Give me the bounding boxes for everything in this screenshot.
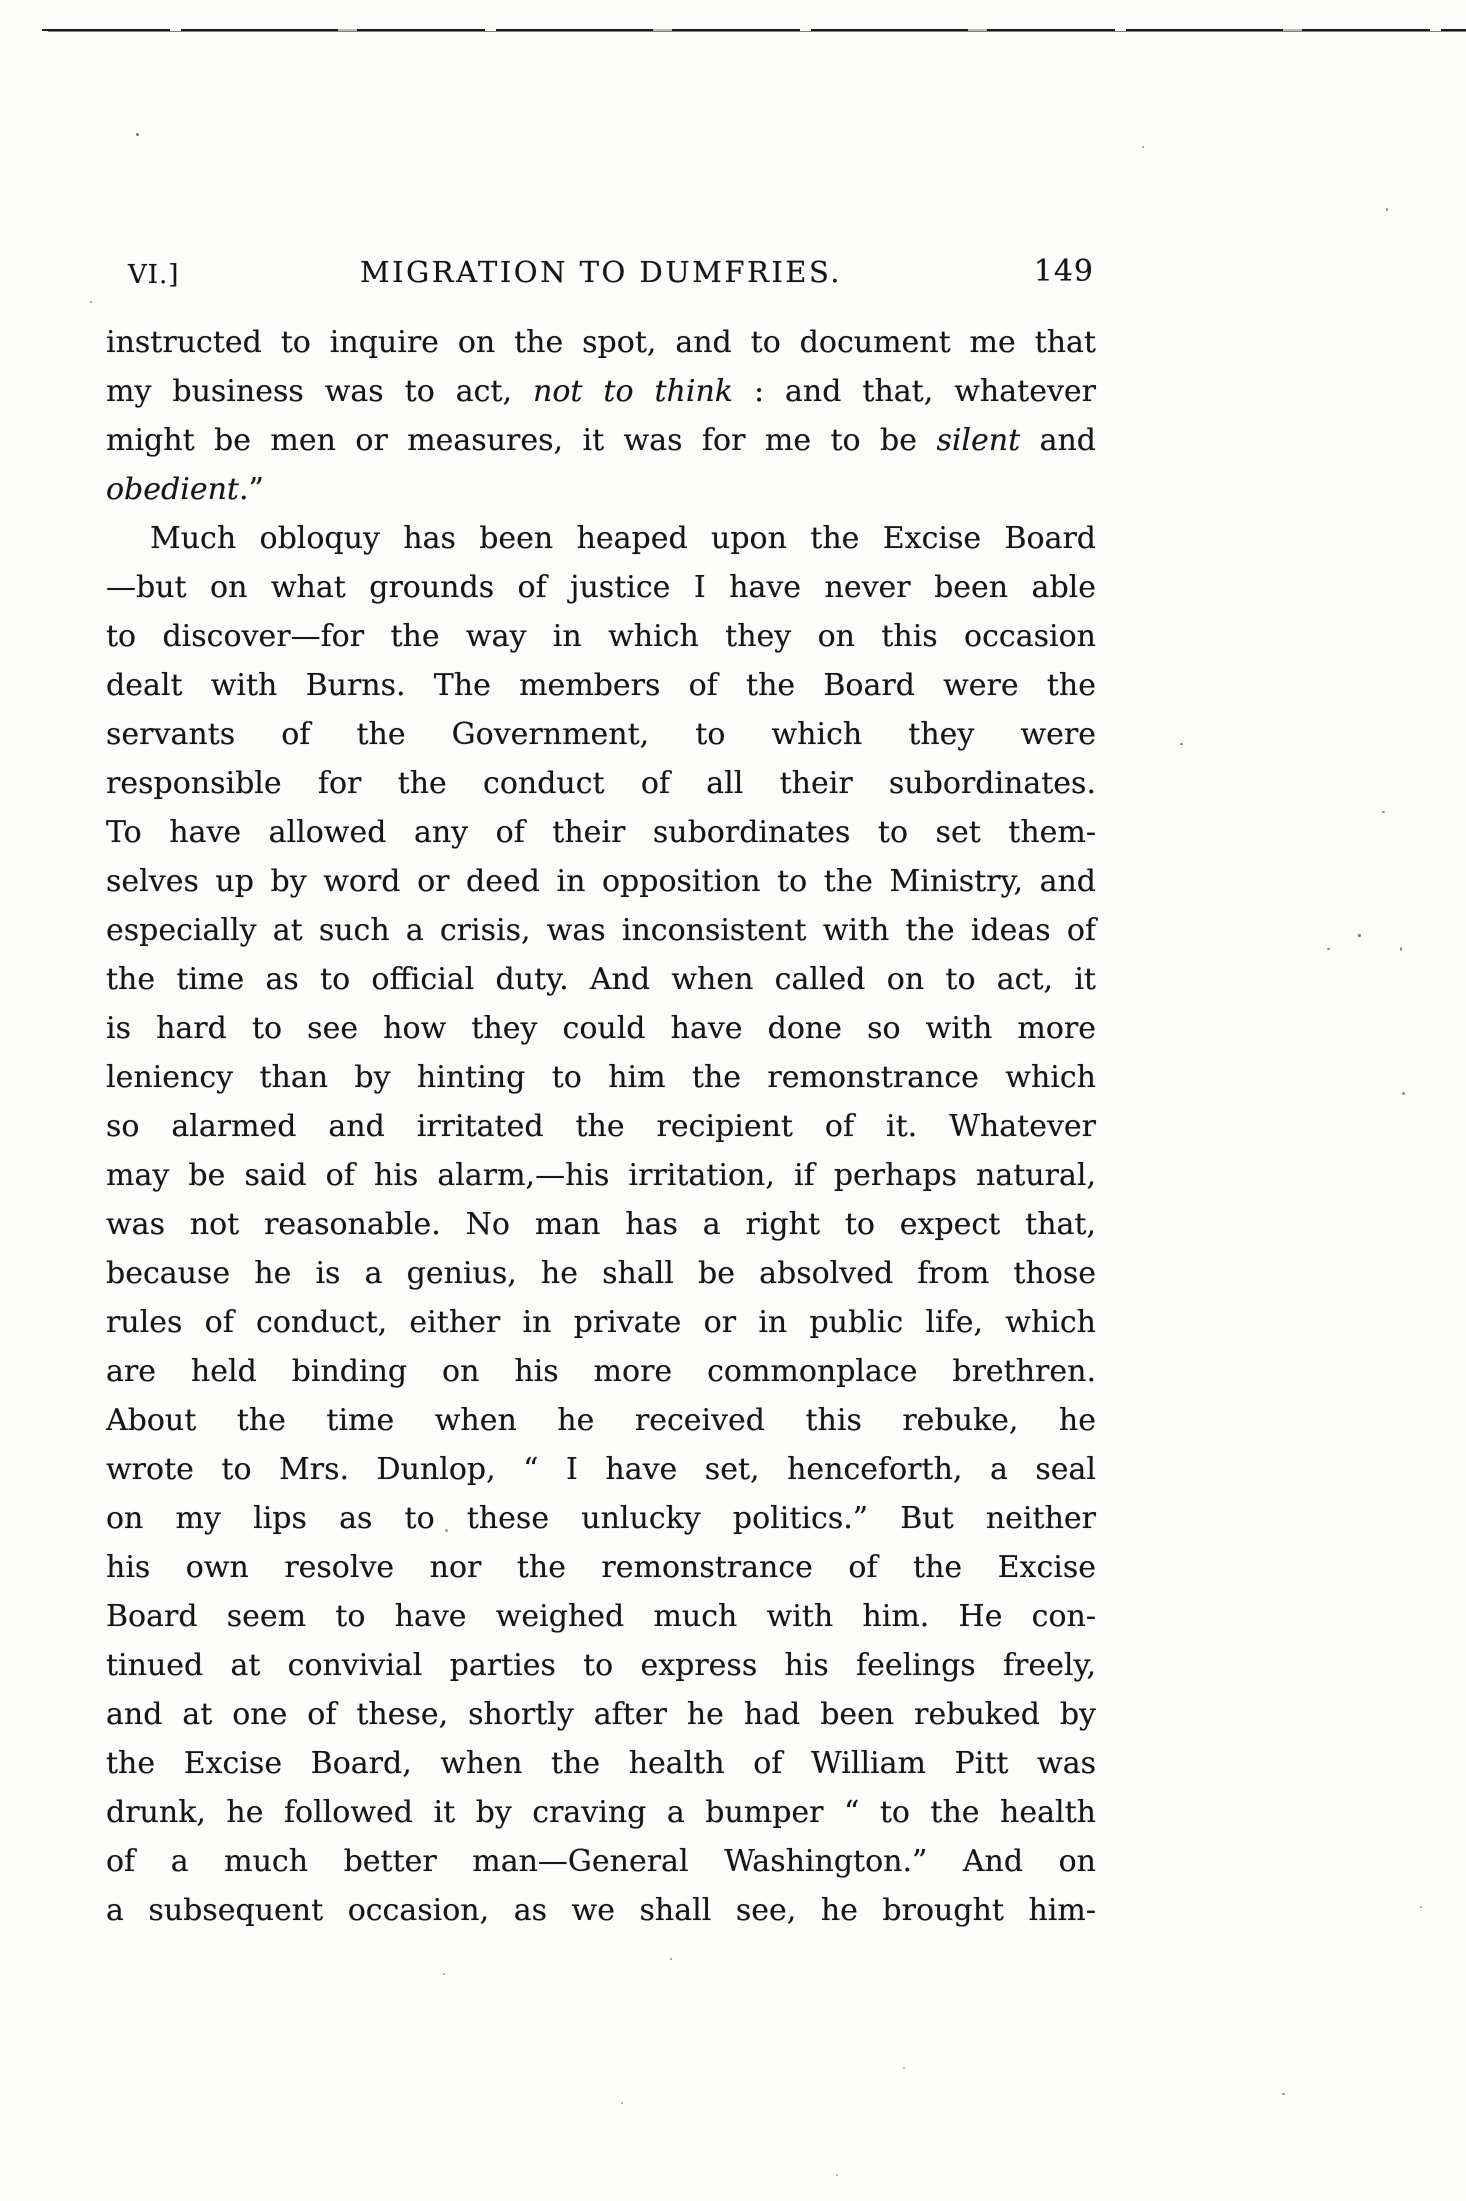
text-line — [106, 1347, 1096, 1396]
text-segment: : and that, whatever — [732, 374, 1096, 409]
scan-speck — [1386, 208, 1388, 211]
text-segment: instructed to inquire on the spot, and to document me that — [106, 325, 1096, 360]
text-segment: About the time when he received this rebuke, he — [106, 1403, 1096, 1438]
italic-text: not to think — [533, 374, 733, 409]
text-segment: are held binding on his more commonplace brethren. — [106, 1354, 1096, 1389]
text-segment: a subsequent occasion, as we shall see, he brought him- — [106, 1893, 1096, 1928]
text-line — [106, 318, 1096, 367]
text-segment: tinued at convivial parties to express his feelings freely, — [106, 1648, 1096, 1683]
text-segment: selves up by word or deed in opposition to the Ministry, and — [106, 864, 1096, 899]
text-line — [106, 808, 1096, 857]
text-line — [106, 710, 1096, 759]
text-line — [106, 465, 1096, 514]
chapter-marker: VI.] — [128, 260, 180, 290]
text-line — [106, 1396, 1096, 1445]
scan-speck — [1142, 146, 1144, 148]
page-body-text — [106, 318, 1096, 1935]
text-segment: leniency than by hinting to him the remonstrance which — [106, 1060, 1096, 1095]
text-line — [106, 1445, 1096, 1494]
scan-speck — [445, 1529, 448, 1532]
text-line — [106, 1788, 1096, 1837]
text-segment: and — [1020, 423, 1096, 458]
scan-speck — [1402, 1092, 1405, 1095]
text-segment: is hard to see how they could have done so with more — [106, 1011, 1096, 1046]
text-segment: Much obloquy has been heaped upon the Excise Board — [150, 521, 1096, 556]
top-rule-line — [42, 29, 1466, 32]
text-line — [106, 1053, 1096, 1102]
text-line — [106, 1739, 1096, 1788]
text-line — [106, 1543, 1096, 1592]
scan-speck — [136, 133, 139, 136]
text-line — [106, 563, 1096, 612]
text-line — [106, 1641, 1096, 1690]
italic-text: obedient — [106, 472, 239, 507]
text-segment: dealt with Burns. The members of the Board were the — [106, 668, 1096, 703]
text-line — [106, 759, 1096, 808]
text-segment: to discover—for the way in which they on this occasion — [106, 619, 1096, 654]
text-line — [106, 1004, 1096, 1053]
scan-speck — [836, 2174, 838, 2176]
text-segment: was not reasonable. No man has a right to expect that, — [106, 1207, 1096, 1242]
scan-speck — [90, 301, 92, 303]
text-segment: responsible for the conduct of all their subordinates. — [106, 766, 1096, 801]
text-segment: because he is a genius, he shall be absolved from those — [106, 1256, 1096, 1291]
text-line — [106, 1592, 1096, 1641]
text-segment: Board seem to have weighed much with him. He con- — [106, 1599, 1096, 1634]
text-segment: of a much better man—General Washington.” And on — [106, 1844, 1096, 1879]
scan-speck — [621, 2102, 623, 2104]
text-line — [106, 514, 1096, 563]
text-line — [106, 906, 1096, 955]
scan-speck — [443, 1973, 445, 1975]
scan-speck — [1180, 743, 1183, 745]
text-line — [106, 1837, 1096, 1886]
text-line — [106, 1249, 1096, 1298]
text-line — [106, 367, 1096, 416]
text-segment: his own resolve nor the remonstrance of the Excise — [106, 1550, 1096, 1585]
text-line — [106, 1200, 1096, 1249]
text-segment: so alarmed and irritated the recipient of it. Whatever — [106, 1109, 1096, 1144]
text-segment: .” — [238, 472, 264, 507]
text-segment: my business was to act, — [106, 374, 533, 409]
text-segment: the time as to official duty. And when called on to act, it — [106, 962, 1096, 997]
text-segment: —but on what grounds of justice I have never been able — [106, 570, 1096, 605]
scan-speck — [1400, 947, 1402, 951]
text-line — [106, 612, 1096, 661]
text-segment: might be men or measures, it was for me to be — [106, 423, 937, 458]
text-segment: and at one of these, shortly after he had been rebuked by — [106, 1697, 1096, 1732]
text-line — [106, 1298, 1096, 1347]
scan-speck — [1282, 2093, 1285, 2095]
scan-speck — [903, 2067, 905, 2069]
text-segment: especially at such a crisis, was inconsistent with the ideas of — [106, 913, 1096, 948]
text-line — [106, 1102, 1096, 1151]
text-line — [106, 857, 1096, 906]
text-line — [106, 1690, 1096, 1739]
text-segment: the Excise Board, when the health of William Pitt was — [106, 1746, 1096, 1781]
running-title: MIGRATION TO DUMFRIES. — [359, 255, 843, 289]
text-segment: wrote to Mrs. Dunlop, “ I have set, henceforth, a seal — [106, 1452, 1096, 1487]
running-header — [106, 254, 1096, 296]
italic-text: silent — [936, 423, 1021, 458]
text-segment: drunk, he followed it by craving a bumper “ to the health — [106, 1795, 1096, 1830]
scan-speck — [670, 1958, 672, 1960]
page-number: 149 — [1033, 254, 1094, 289]
text-line — [106, 416, 1096, 465]
text-line — [106, 955, 1096, 1004]
scan-speck — [1420, 1906, 1422, 1908]
text-segment: may be said of his alarm,—his irritation, if perhaps natural, — [106, 1158, 1096, 1193]
text-line — [106, 661, 1096, 710]
text-segment: on my lips as to these unlucky politics.” But neither — [106, 1501, 1096, 1536]
text-line — [106, 1886, 1096, 1935]
scan-speck — [1382, 811, 1385, 813]
text-segment: To have allowed any of their subordinates to set them- — [106, 815, 1096, 850]
text-segment: servants of the Government, to which they were — [106, 717, 1096, 752]
text-line — [106, 1151, 1096, 1200]
text-segment: rules of conduct, either in private or in public life, which — [106, 1305, 1096, 1340]
text-line — [106, 1494, 1096, 1543]
scan-speck — [1327, 948, 1330, 950]
scan-speck — [1358, 934, 1361, 937]
